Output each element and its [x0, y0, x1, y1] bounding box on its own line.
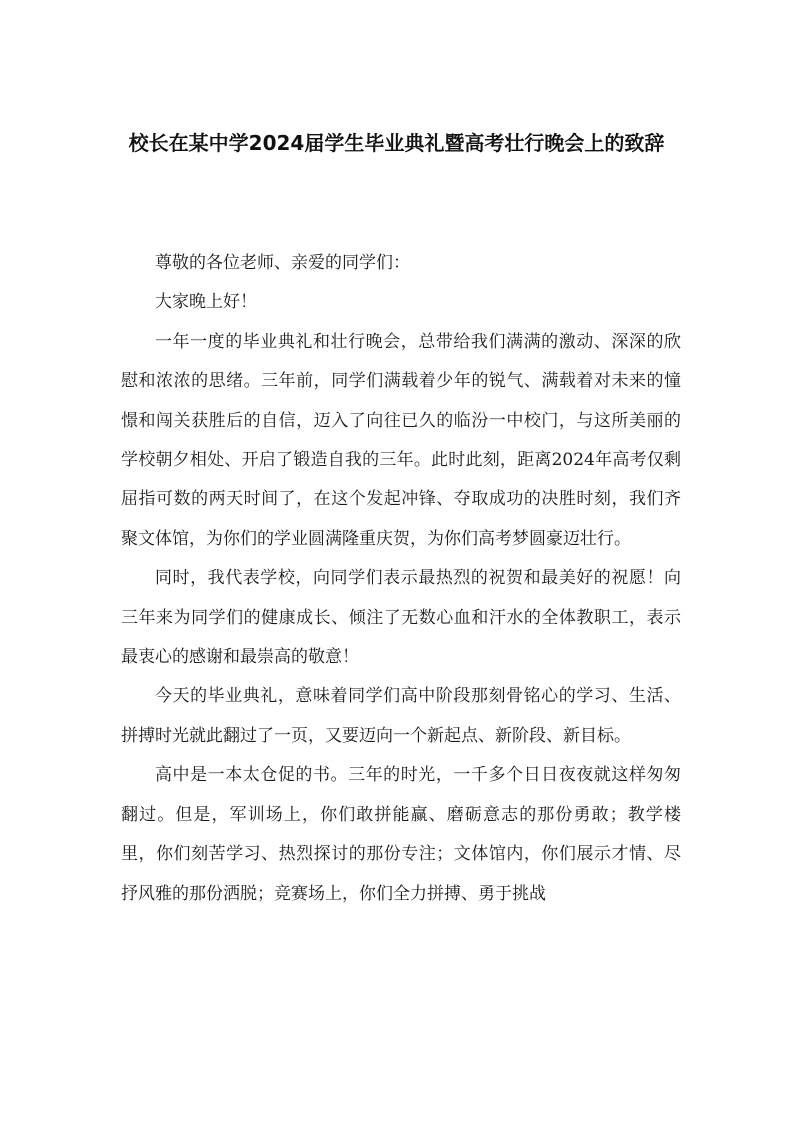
- body-paragraph: 高中是一本太仓促的书。三年的时光，一千多个日日夜夜就这样匆匆翻过。但是，军训场上，你们敢拼能赢、磨砺意志的那份勇敢；教学楼里，你们刻苦学习、热烈探讨的那份专注；文体馆内，你们展示才情、尽抒风雅的那份洒脱；竞赛场上，你们全力拼搏、勇于挑战: [121, 765, 681, 904]
- body-paragraph: 今天的毕业典礼，意味着同学们高中阶段那刻骨铭心的学习、生活、拼搏时光就此翻过了一页，又要迈向一个新起点、新阶段、新目标。: [121, 686, 681, 746]
- document-body: [121, 244, 681, 914]
- document-title: 校长在某中学2024届学生毕业典礼暨高考壮行晚会上的致辞: [128, 131, 665, 155]
- body-paragraph: 同时，我代表学校，向同学们表示最热烈的祝贺和最美好的祝愿！向三年来为同学们的健康成长、倾注了无数心血和汗水的全体教职工，表示最衷心的感谢和最崇高的敬意！: [121, 568, 681, 668]
- salutation: 尊敬的各位老师、亲爱的同学们：: [155, 253, 410, 273]
- body-paragraph: 一年一度的毕业典礼和壮行晚会，总带给我们满满的激动、深深的欣慰和浓浓的思绪。三年前，同学们满载着少年的锐气、满载着对未来的憧憬和闯关获胜后的自信，迈入了向往已久的临汾一中校门，与这所美丽的学校朝夕相处、开启了锻造自我的三年。此时此刻，距离2024年高考仅剩屈指可数的两天时间了，在这个发起冲锋、夺取成功的决胜时刻，我们齐聚文体馆，为你们的学业圆满隆重庆贺，为你们高考梦圆豪迈壮行。: [121, 331, 681, 549]
- greeting: 大家晚上好！: [155, 292, 257, 313]
